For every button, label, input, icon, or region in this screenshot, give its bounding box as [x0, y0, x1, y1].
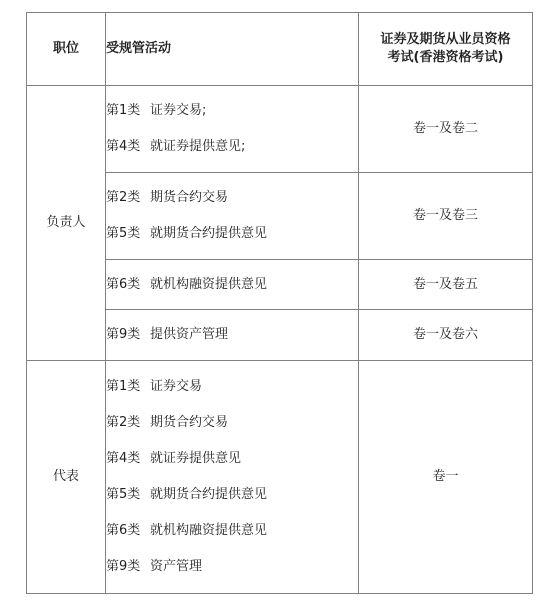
activity-type: 第2类: [106, 190, 141, 205]
activity-item: [106, 513, 358, 549]
activity-item: [106, 267, 358, 303]
activity-type: 第2类: [106, 415, 141, 430]
header-exam: [359, 13, 533, 86]
activity-desc: 提供资产管理: [150, 327, 229, 342]
activity-item: [106, 93, 358, 129]
activity-desc: 就证券提供意见;: [150, 139, 246, 154]
licensing-exam-table: [26, 12, 533, 594]
activity-desc: 证券交易: [150, 379, 203, 394]
activity-cell: [106, 260, 359, 310]
header-role: 职位: [27, 13, 106, 86]
activity-desc: 就期货合约提供意见: [150, 487, 268, 502]
activity-cell: [106, 310, 359, 361]
header-exam-line2: 考试(香港资格考试): [387, 50, 504, 65]
activity-desc: 就证券提供意见: [150, 451, 242, 466]
activity-type: 第5类: [106, 226, 141, 241]
exam-cell: 卷一及卷六: [359, 310, 533, 361]
activity-desc: 资产管理: [150, 559, 203, 574]
activity-type: 第6类: [106, 523, 141, 538]
activity-item: [106, 216, 358, 252]
activity-item: [106, 405, 358, 441]
exam-cell: 卷一: [359, 361, 533, 594]
header-row: [27, 13, 533, 86]
activity-type: 第4类: [106, 451, 141, 466]
activity-desc: 就机构融资提供意见: [150, 276, 268, 292]
activity-item: [106, 369, 358, 405]
activity-item: [106, 441, 358, 477]
activity-item: [106, 477, 358, 513]
table-row: [27, 361, 533, 594]
activity-desc: 就机构融资提供意见: [150, 523, 268, 538]
activity-type: 第4类: [106, 139, 141, 154]
table-row: [27, 86, 533, 173]
activity-type: 第6类: [106, 276, 141, 292]
header-activity: 受规管活动: [106, 13, 359, 86]
activity-cell: [106, 361, 359, 594]
activity-desc: 期货合约交易: [150, 415, 229, 430]
role-cell-responsible-officer: 负责人: [27, 86, 106, 361]
activity-type: 第5类: [106, 487, 141, 502]
exam-cell: 卷一及卷二: [359, 86, 533, 173]
activity-item: [106, 180, 358, 216]
activity-item: [106, 317, 358, 353]
activity-item: [106, 129, 358, 165]
activity-type: 第9类: [106, 559, 141, 574]
activity-cell: [106, 173, 359, 260]
exam-cell: 卷一及卷三: [359, 173, 533, 260]
activity-type: 第1类: [106, 103, 141, 118]
activity-desc: 证券交易;: [150, 103, 207, 118]
activity-type: 第9类: [106, 327, 141, 342]
header-exam-line1: 证券及期货从业员资格: [380, 32, 511, 47]
activity-type: 第1类: [106, 379, 141, 394]
role-cell-representative: 代表: [27, 361, 106, 594]
exam-cell: 卷一及卷五: [359, 260, 533, 310]
activity-cell: [106, 86, 359, 173]
activity-item: [106, 549, 358, 585]
activity-desc: 期货合约交易: [150, 190, 229, 205]
activity-desc: 就期货合约提供意见: [150, 226, 268, 241]
